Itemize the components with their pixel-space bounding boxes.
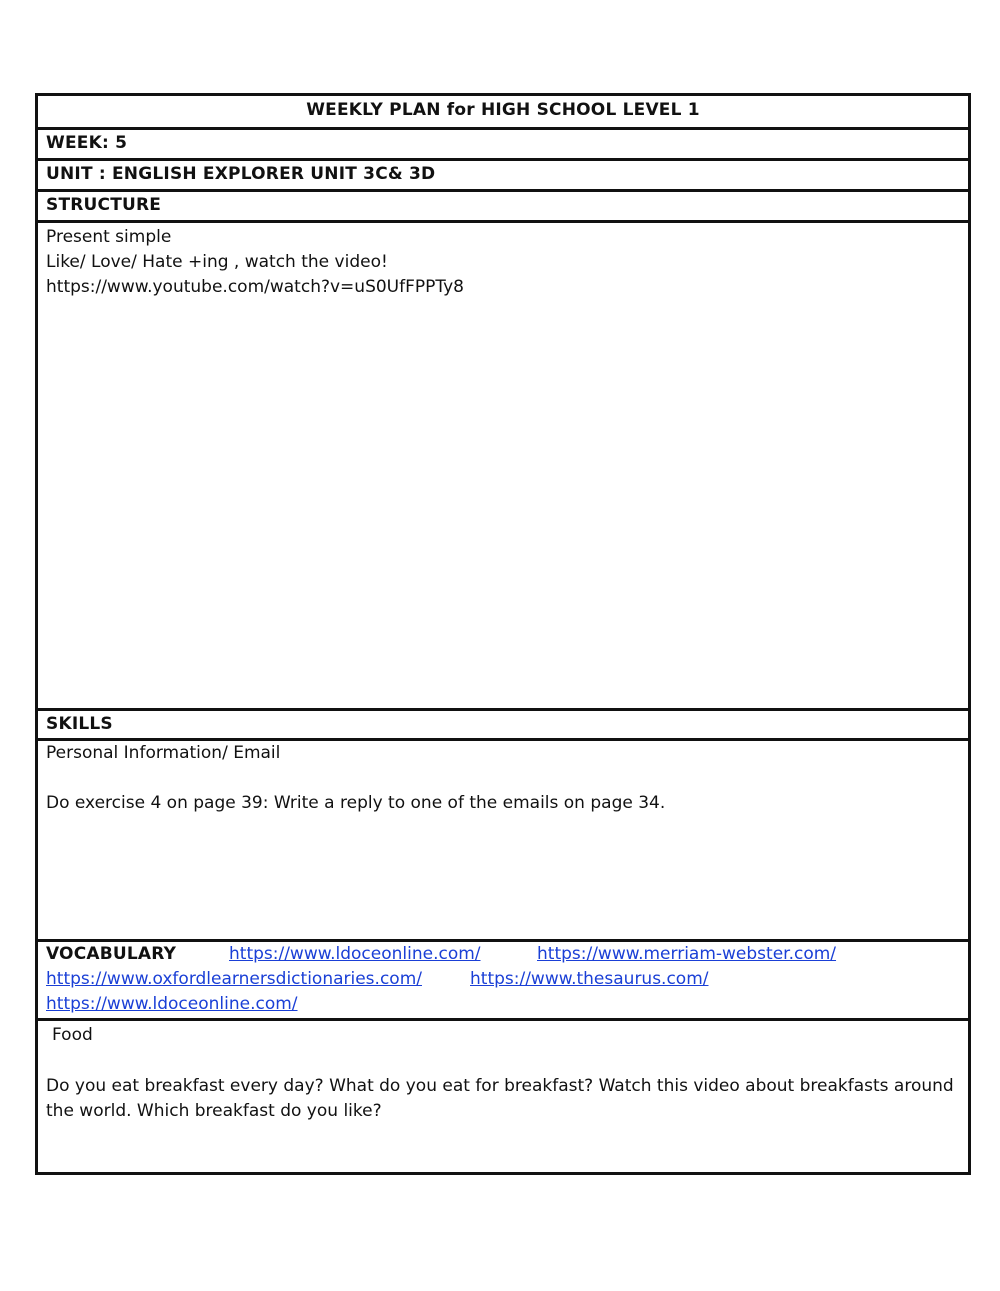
unit-label: UNIT : ENGLISH EXPLORER UNIT 3C& 3D [46, 164, 436, 184]
structure-line: Present simple [46, 227, 172, 247]
food-section [38, 1018, 968, 1172]
page-title: WEEKLY PLAN for HIGH SCHOOL LEVEL 1 [306, 100, 700, 120]
structure-video-url: https://www.youtube.com/watch?v=uS0UfFPPTy8 [46, 277, 464, 297]
link-ldoceonline[interactable]: https://www.ldoceonline.com/ [229, 944, 481, 964]
skills-task: Do exercise 4 on page 39: Write a reply to one of the emails on page 34. [46, 793, 666, 813]
link-merriam-webster[interactable]: https://www.merriam-webster.com/ [537, 944, 837, 964]
structure-content [38, 220, 968, 708]
skills-heading: SKILLS [46, 714, 113, 734]
skills-content [38, 738, 968, 939]
structure-heading-row [38, 189, 968, 220]
week-label: WEEK: 5 [46, 133, 128, 153]
food-text-line: the world. Which breakfast do you like? [46, 1101, 382, 1121]
title-row [38, 96, 968, 127]
vocabulary-heading: VOCABULARY [46, 944, 177, 964]
link-ldoceonline-2[interactable]: https://www.ldoceonline.com/ [46, 994, 298, 1014]
unit-row [38, 158, 968, 189]
food-text-line: Do you eat breakfast every day? What do you eat for breakfast? Watch this video about breakfasts around [46, 1076, 954, 1096]
vocabulary-section [38, 939, 968, 1018]
structure-heading: STRUCTURE [46, 195, 162, 215]
weekly-plan-table [35, 93, 971, 1175]
link-thesaurus[interactable]: https://www.thesaurus.com/ [470, 969, 709, 989]
skills-title: Personal Information/ Email [46, 743, 281, 763]
structure-line: Like/ Love/ Hate +ing , watch the video! [46, 252, 388, 272]
skills-heading-row [38, 708, 968, 738]
food-title: Food [52, 1025, 93, 1045]
link-oxford-dictionaries[interactable]: https://www.oxfordlearnersdictionaries.com/ [46, 969, 422, 989]
week-row [38, 127, 968, 158]
